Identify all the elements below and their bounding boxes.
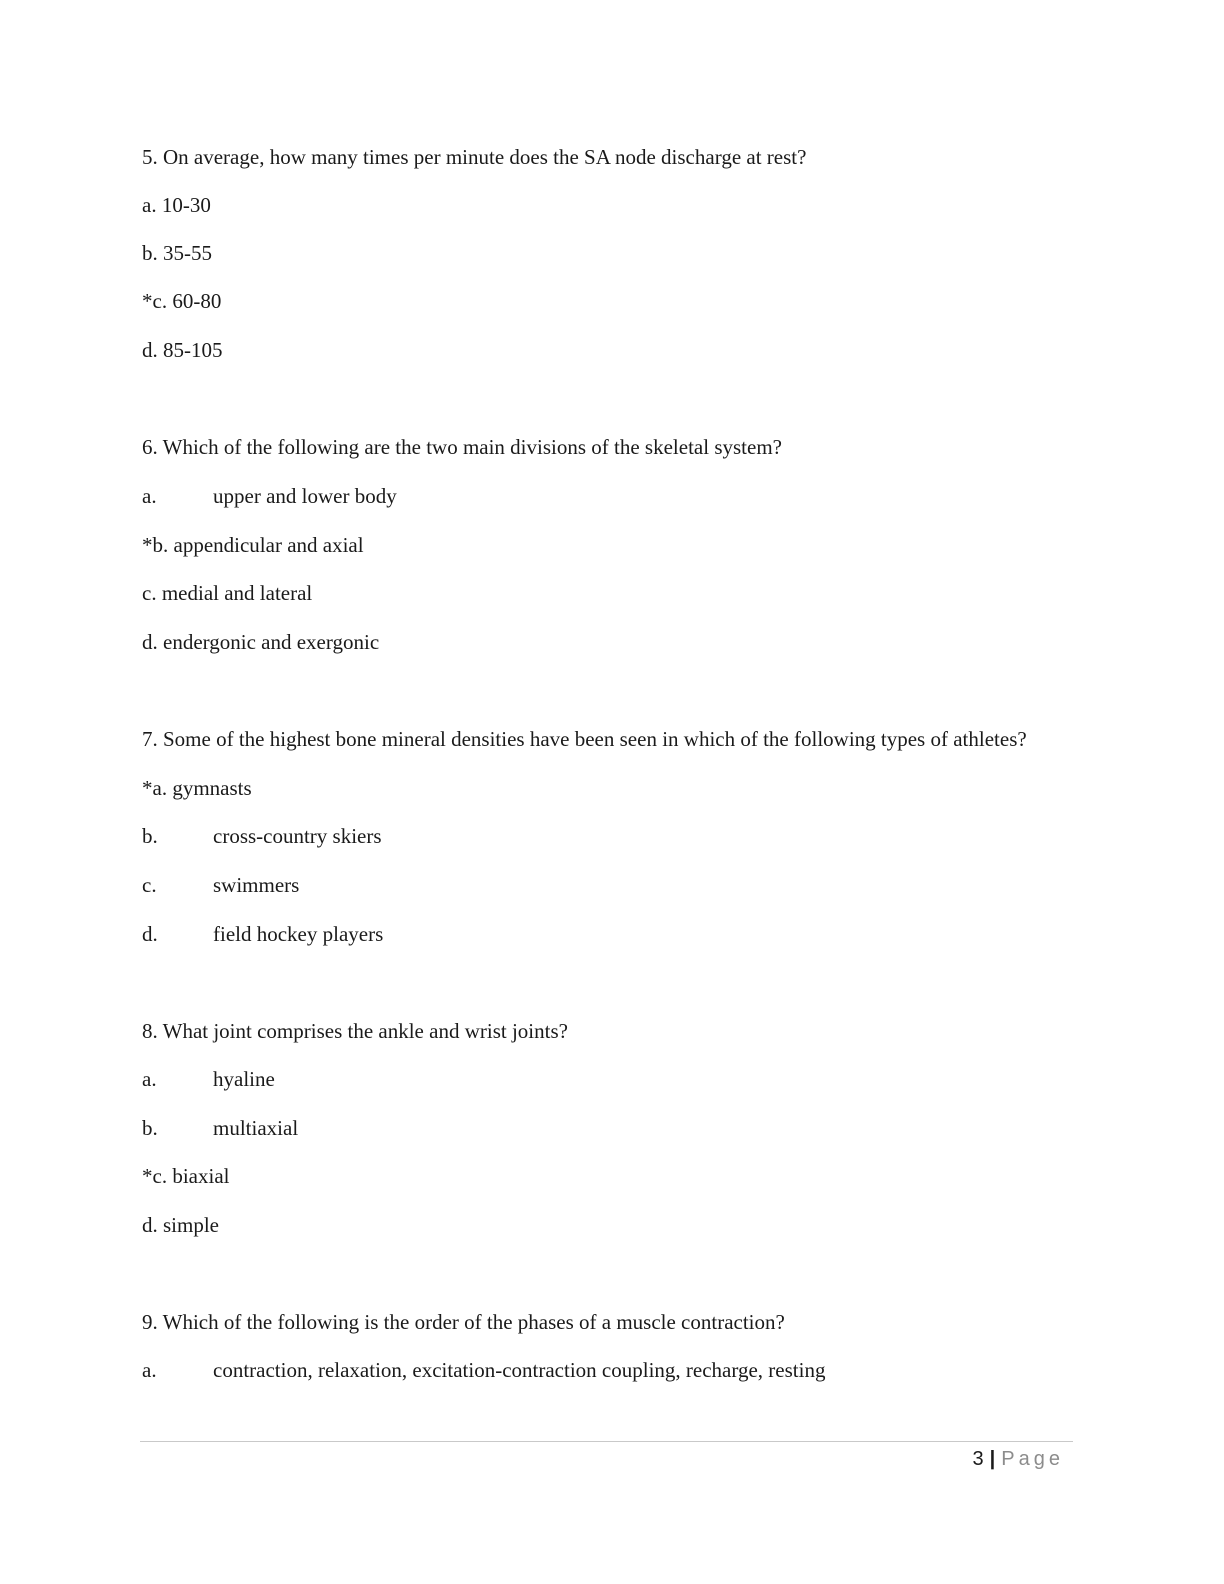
option-text: medial and lateral	[161, 581, 313, 605]
option-text: cross-country skiers	[213, 824, 382, 848]
question-9-stem: 9. Which of the following is the order of the phases of a muscle contraction?	[142, 1310, 785, 1334]
question-7-option-b	[142, 824, 382, 848]
question-5-option-a	[142, 193, 211, 217]
option-letter: *a.	[142, 776, 168, 800]
option-letter: *c.	[142, 289, 168, 313]
question-5-option-d	[142, 338, 223, 362]
option-letter: a.	[142, 1358, 157, 1382]
option-letter: d.	[142, 922, 158, 946]
question-7-option-a	[142, 776, 252, 800]
option-text: field hockey players	[213, 922, 384, 946]
page-number: 3	[972, 1448, 984, 1470]
footer-divider	[140, 1441, 1073, 1442]
question-6-option-c	[142, 581, 312, 605]
option-letter: *c.	[142, 1164, 168, 1188]
option-letter: d.	[142, 630, 158, 654]
question-6-stem: 6. Which of the following are the two main divisions of the skeletal system?	[142, 435, 782, 459]
option-letter: d.	[142, 338, 158, 362]
option-letter: *b.	[142, 533, 169, 557]
question-5-option-c	[142, 289, 221, 313]
option-text: 10-30	[161, 193, 211, 217]
option-text: 35-55	[163, 241, 212, 265]
question-8-stem: 8. What joint comprises the ankle and wrist joints?	[142, 1019, 568, 1043]
option-text: appendicular and axial	[173, 533, 364, 557]
question-5-stem: 5. On average, how many times per minute does the SA node discharge at rest?	[142, 145, 807, 169]
question-8-option-b	[142, 1116, 298, 1140]
option-text: multiaxial	[213, 1116, 299, 1140]
footer-separator: |	[989, 1448, 996, 1470]
option-letter: b.	[142, 241, 158, 265]
option-letter: b.	[142, 824, 158, 848]
option-text: simple	[163, 1213, 219, 1237]
option-text: hyaline	[213, 1067, 275, 1091]
option-text: biaxial	[172, 1164, 230, 1188]
page-footer	[973, 1447, 1064, 1471]
question-8-option-a	[142, 1067, 275, 1091]
option-letter: b.	[142, 1116, 158, 1140]
option-text: gymnasts	[172, 776, 252, 800]
question-9-option-a	[142, 1358, 825, 1382]
question-5-option-b	[142, 241, 212, 265]
option-text: endergonic and exergonic	[163, 630, 380, 654]
question-6-option-a	[142, 484, 397, 508]
option-text: upper and lower body	[213, 484, 397, 508]
question-7-option-d	[142, 922, 383, 946]
option-letter: c.	[142, 581, 157, 605]
option-letter: c.	[142, 873, 157, 897]
option-letter: a.	[142, 193, 157, 217]
question-8-option-d	[142, 1213, 219, 1237]
question-7-stem: 7. Some of the highest bone mineral densities have been seen in which of the following types of athletes?	[142, 727, 1027, 751]
option-letter: a.	[142, 484, 157, 508]
option-text: 85-105	[163, 338, 223, 362]
page-label: Page	[1001, 1448, 1064, 1470]
option-letter: a.	[142, 1067, 157, 1091]
question-8-option-c	[142, 1164, 229, 1188]
option-text: contraction, relaxation, excitation-contraction coupling, recharge, resting	[213, 1358, 826, 1382]
option-text: 60-80	[172, 289, 222, 313]
option-text: swimmers	[213, 873, 300, 897]
question-6-option-b	[142, 533, 364, 557]
question-6-option-d	[142, 630, 379, 654]
question-7-option-c	[142, 873, 299, 897]
option-letter: d.	[142, 1213, 158, 1237]
